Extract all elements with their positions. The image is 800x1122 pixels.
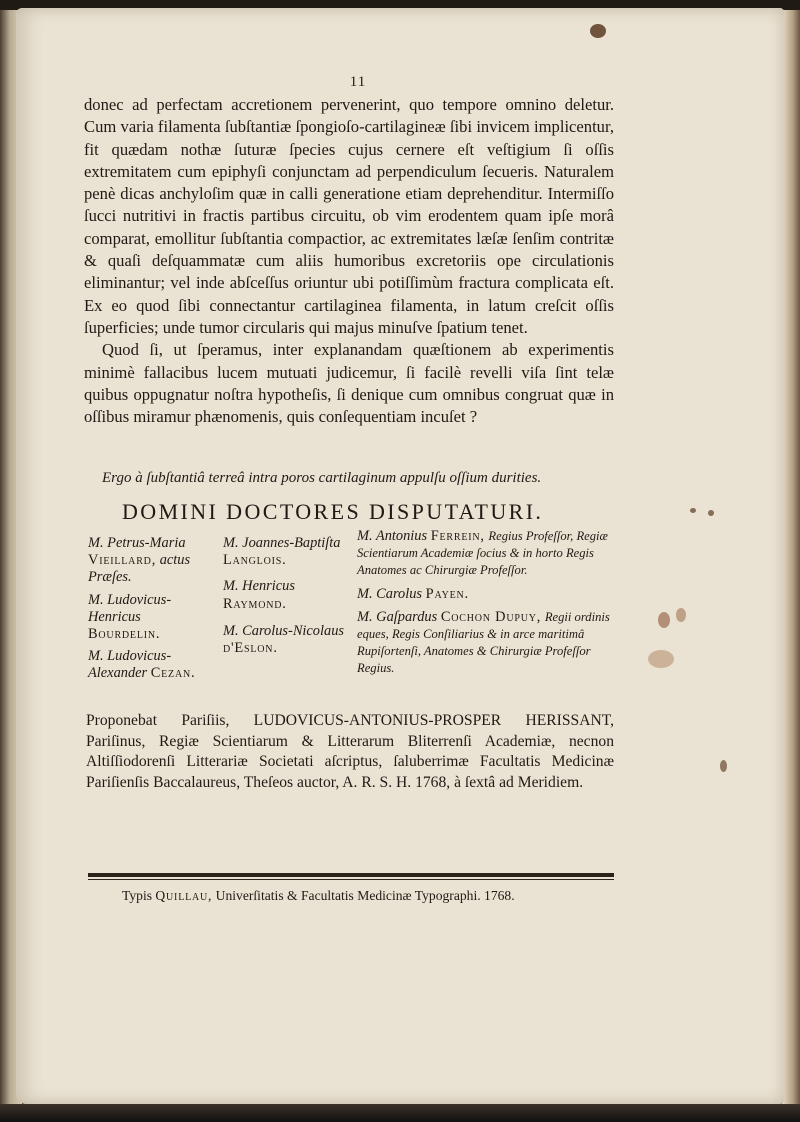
doctor-surname: Bourdelin.: [88, 626, 161, 643]
footer-rule-thin: [88, 879, 614, 880]
ink-stain: [590, 24, 606, 38]
doctor-name: M. Ludovicus-Henricus: [88, 591, 172, 625]
doctor-entry: [357, 609, 619, 678]
doctors-column-3: [357, 528, 619, 684]
section-heading: DOMINI DOCTORES DISPUTATURI.: [122, 499, 544, 524]
doctor-surname: Cochon Dupuy,: [440, 608, 542, 625]
doctor-surname: d'Eslon.: [223, 640, 278, 657]
doctor-note: Regius Profeſſor, Regiæ Scientiarum Academiæ ſocius & in horto Regis Anatomes ac Chirurgiæ Profeſſor.: [357, 529, 608, 578]
foxing-spot: [658, 612, 670, 628]
doctor-name: M. Henricus: [223, 578, 295, 595]
doctor-entry: [88, 592, 216, 644]
doctor-surname: Raymond.: [223, 595, 287, 612]
foxing-spot: [720, 760, 727, 772]
book-edge-right: [782, 10, 800, 1110]
doctors-column-1: [88, 535, 216, 688]
printer-name: Quillau,: [155, 888, 213, 903]
doctor-name: M. Joannes-Baptiſta: [223, 535, 341, 551]
foxing-spot: [676, 608, 686, 622]
doctor-entry: [223, 535, 351, 569]
proposer-statement: Proponebat Pariſiis, LUDOVICUS-ANTONIUS-PROSPER HERISSANT, Pariſinus, Regiæ Scientiarum & Litterarum Bliterrenſi Academiæ, necnon Altiſſiodorenſi Litterariæ Societati aſcriptus, ſaluberrimæ Facultatis Medicinæ Pariſienſis Baccalaureus, Theſeos auctor, A. R. S. H. 1768, à ſextâ ad Meridiem.: [86, 712, 614, 791]
doctor-surname: Langlois.: [223, 552, 287, 569]
doctors-column-2: [223, 535, 351, 662]
paragraph-2: Quod ſi, ut ſperamus, inter explanandam quæſtionem ab experimentis minimè fallacibus lucem mutuati judicemur, ſi facilè revelli viſa ſint telæ quibus oppugnatur noſtra hypotheſis, ſi denique cum omnibus congruat quæ in oſſibus miramur phænomenis, quis conſequentiam incuſet ?: [84, 340, 614, 427]
doctor-surname: Vieillard,: [88, 552, 157, 569]
doctor-name: M. Gaſpardus: [357, 608, 438, 625]
doctor-entry: [223, 578, 351, 612]
doctor-surname: Cezan.: [150, 665, 196, 682]
paragraph-1: donec ad perfectam accretionem pervenerint, quo tempore omnino deletur. Cum varia filamenta ſubſtantiæ ſpongioſo-cartilagineæ ſibi invicem implicentur, fit quædam nothæ ſuturæ ſpecies cujus cernere eſt veſtigium ſi oſſis extremitatem cum epiphyſi conjunctam ad perpendiculum ſecueris. Naturalem penè dicas anchyloſim quæ in calli generatione etiam deprehenditur. Intermiſſo ſucci nutritivi in fractis partibus circuitu, ob vim erodentem quam ipſe morâ comparat, emollitur ſubſtantia compactior, ac extremitates læſæ ſenſim contritæ & quaſi deſquammatæ cum aliis humoribus excretoriis ope circulationis eliminantur; vel inde abſceſſus oriuntur ubi potiſſimùm fractura complicata eſt. Ex eo quod ſibi connectantur cartilaginea filamenta, in latum creſcit oſſis ſuperficies; unde tumor circularis qui majus minuſve ſpatium tenet.: [84, 95, 614, 337]
doctor-name: M. Carolus-Nicolaus: [223, 622, 344, 639]
imprint-prefix: Typis: [122, 888, 153, 903]
footer-rule: [88, 873, 614, 877]
doctor-name: M. Antonius: [357, 528, 428, 544]
doctor-entry: [357, 586, 619, 603]
doctor-surname: Payen.: [425, 585, 469, 602]
doctor-name: M. Ludovicus-Alexander: [88, 648, 172, 682]
doctor-entry: [88, 648, 216, 682]
doctor-note: Regii ordinis eques, Regis Conſiliarius & in arce maritimâ Rupiſortenſi, Anatomes & Chirurgiæ Profeſſor Regius.: [357, 609, 610, 676]
imprint-suffix: Univerſitatis & Facultatis Medicinæ Typographi. 1768.: [215, 888, 515, 903]
doctor-name: M. Petrus-Maria: [88, 535, 186, 551]
doctor-entry: [357, 528, 619, 580]
printer-imprint: [122, 888, 602, 904]
doctor-name: M. Carolus: [357, 585, 423, 602]
conclusion-line: Ergo à ſubſtantiâ terreâ intra poros cartilaginum appulſu oſſium durities.: [102, 470, 542, 486]
page-number: 11: [349, 74, 367, 90]
doctor-entry: [223, 623, 351, 657]
foxing-spot: [648, 650, 674, 668]
foxing-spot: [708, 510, 714, 516]
doctor-entry: [88, 535, 216, 587]
doctor-surname: Ferrein,: [430, 528, 485, 544]
doctor-note: actus Præſes.: [88, 552, 191, 586]
thesis-body: [84, 94, 614, 428]
scan-background-bottom: [0, 1104, 800, 1122]
foxing-spot: [690, 508, 696, 513]
